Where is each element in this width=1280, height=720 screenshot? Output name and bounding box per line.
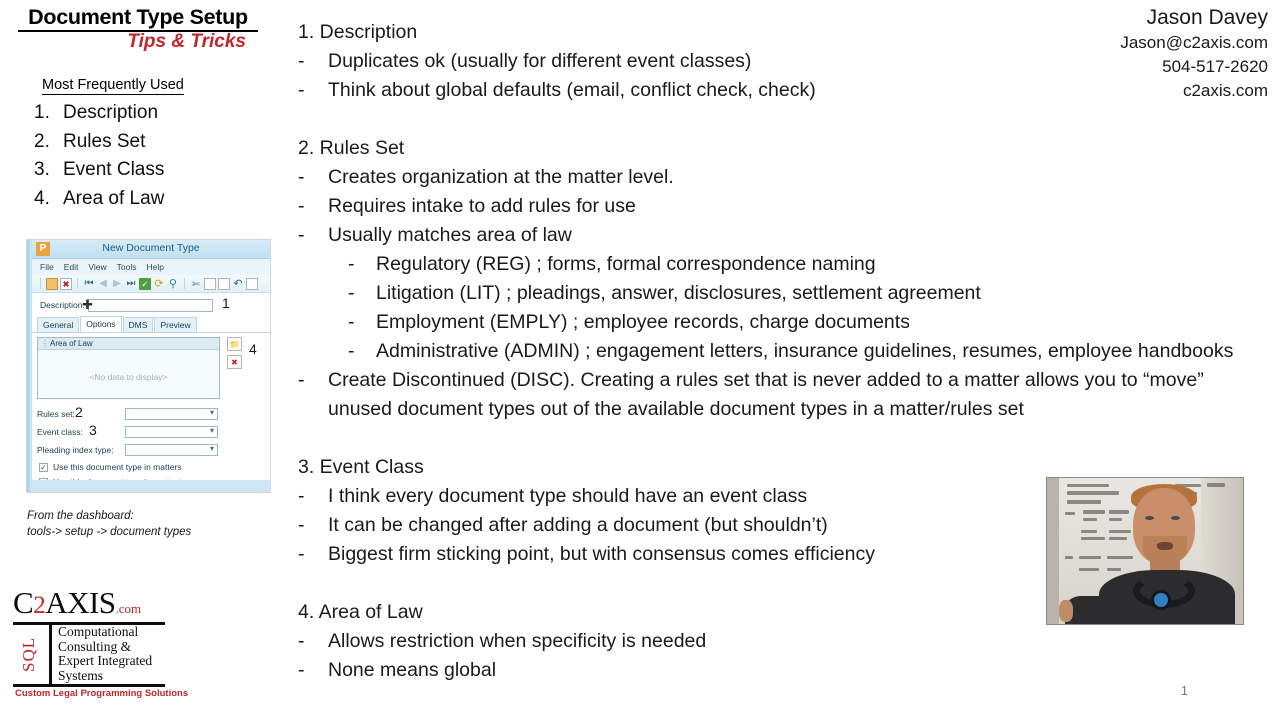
bullet-dash: - xyxy=(298,50,305,72)
bullet-text: Biggest firm sticking point, but with consensus comes efficiency xyxy=(328,543,875,565)
whiteboard-mark xyxy=(1109,530,1131,533)
whiteboard-mark xyxy=(1079,568,1099,571)
first-record-icon[interactable]: ⏮ xyxy=(84,277,94,289)
dashboard-note-line-1: From the dashboard: xyxy=(27,510,134,522)
bullet-dash: - xyxy=(298,195,305,217)
dashboard-note xyxy=(27,508,191,540)
description-input[interactable] xyxy=(88,299,213,312)
cut-icon[interactable]: ✄ xyxy=(192,278,200,289)
bullet-text: Usually matches area of law xyxy=(328,224,572,246)
whiteboard-mark xyxy=(1109,510,1129,514)
bullet-item xyxy=(298,192,1258,221)
event-class-select[interactable] xyxy=(125,426,218,438)
bullet-text: I think every document type should have an event class xyxy=(328,485,808,507)
sidebar xyxy=(0,0,290,720)
bullet-dash: - xyxy=(298,514,305,536)
bullet-text: Regulatory (REG) ; forms, formal correspondence naming xyxy=(376,253,876,275)
c2axis-logo xyxy=(13,585,189,703)
whiteboard-mark xyxy=(1065,512,1075,515)
section-spacer xyxy=(298,105,1258,134)
app-tab-strip xyxy=(32,317,270,333)
bullet-item xyxy=(298,221,1258,250)
headphone-earcup xyxy=(1151,590,1171,610)
contact-email[interactable]: Jason@c2axis.com xyxy=(1120,33,1268,52)
bullet-text: None means global xyxy=(328,659,497,681)
sidebar-item-description[interactable] xyxy=(30,99,164,128)
logo-letter-c: C xyxy=(13,585,34,620)
list-number: 2. xyxy=(34,130,50,152)
app-window-title: New Document Type xyxy=(102,242,200,254)
grid-column-header[interactable]: ⋮ Area of Law xyxy=(38,338,219,350)
last-record-icon[interactable]: ⏭ xyxy=(126,277,136,289)
wall-left xyxy=(1047,478,1059,624)
whiteboard-mark xyxy=(1081,537,1105,540)
copy-icon[interactable] xyxy=(204,278,216,290)
section-heading-area-of-law: 4. Area of Law xyxy=(298,601,423,623)
whiteboard-mark xyxy=(1107,556,1133,559)
whiteboard-mark xyxy=(1083,510,1105,514)
rules-set-label: Rules set: xyxy=(37,409,75,419)
whiteboard-mark xyxy=(1067,491,1119,495)
tab-preview[interactable]: Preview xyxy=(154,317,196,332)
logo-line-3: Expert Integrated xyxy=(58,653,153,668)
list-number: 3. xyxy=(34,159,50,180)
whiteboard-mark xyxy=(1079,556,1101,559)
delete-icon[interactable]: ✖ xyxy=(60,278,72,290)
bullet-text: It can be changed after adding a document (but shouldn’t) xyxy=(328,514,828,536)
list-label: Event Class xyxy=(63,159,165,180)
contact-phone: 504-517-2620 xyxy=(1162,57,1268,76)
logo-line-4: Systems xyxy=(58,667,104,683)
toolbar-separator xyxy=(40,278,41,289)
pleading-index-row xyxy=(37,444,218,456)
contact-website[interactable]: c2axis.com xyxy=(1182,81,1268,100)
menu-file[interactable]: File xyxy=(40,262,54,272)
app-screenshot-image xyxy=(26,239,271,493)
event-class-row xyxy=(37,426,218,438)
bullet-text: Creates organization at the matter level. xyxy=(328,166,674,188)
grid-empty-text: <No data to display> xyxy=(89,372,168,382)
most-frequently-used-label: Most Frequently Used xyxy=(42,77,184,93)
logo-axis: AXIS xyxy=(45,585,116,620)
bullet-dash: - xyxy=(348,282,355,304)
section-heading-event-class: 3. Event Class xyxy=(298,456,424,478)
section-spacer xyxy=(298,424,1258,453)
next-record-icon[interactable]: ▶ xyxy=(113,277,121,289)
bullet-dash: - xyxy=(298,659,305,681)
page-number: 1 xyxy=(1180,683,1188,698)
page-title: Document Type Setup xyxy=(18,6,258,32)
list-label: Description xyxy=(63,102,159,123)
presenter-webcam-video[interactable] xyxy=(1046,477,1244,625)
sidebar-item-event-class[interactable] xyxy=(30,156,164,185)
bullet-text: Litigation (LIT) ; pleadings, answer, disclosures, settlement agreement xyxy=(376,282,981,304)
bullet-dash: - xyxy=(298,630,305,652)
logo-tagline: Custom Legal Programming Solutions xyxy=(15,688,189,699)
callout-number-4: 4 xyxy=(249,341,257,357)
menu-edit[interactable]: Edit xyxy=(63,262,79,272)
bullet-dash: - xyxy=(298,543,305,565)
presenter-mouth xyxy=(1157,542,1173,550)
pleading-index-select[interactable] xyxy=(125,444,218,456)
description-label: Description: xyxy=(40,300,85,310)
toolbar-separator xyxy=(184,278,185,289)
undo-icon[interactable]: ↶ xyxy=(233,277,243,290)
new-document-icon[interactable] xyxy=(246,278,258,290)
bullet-dash: - xyxy=(298,224,305,246)
sidebar-item-rules-set[interactable] xyxy=(30,128,164,157)
app-title-bar xyxy=(32,240,270,259)
sub-bullet-item xyxy=(298,308,1258,337)
whiteboard-mark xyxy=(1067,484,1109,487)
whiteboard-mark xyxy=(1109,518,1122,521)
section-heading-rules-set: 2. Rules Set xyxy=(298,137,405,159)
bullet-dash: - xyxy=(348,253,355,275)
presenter-eye-left xyxy=(1145,516,1154,520)
bullet-item xyxy=(298,627,1258,656)
save-check-icon[interactable]: ✓ xyxy=(139,278,151,290)
menu-view[interactable]: View xyxy=(88,262,107,272)
bullet-item xyxy=(298,47,1258,76)
sub-bullet-item xyxy=(298,279,1258,308)
logo-descriptor-lines xyxy=(58,625,152,683)
sidebar-item-area-of-law[interactable] xyxy=(30,185,164,214)
logo-digit-2: 2 xyxy=(33,592,46,619)
remove-row-icon[interactable]: ✖ xyxy=(227,355,242,369)
bullet-text: Allows restriction when specificity is needed xyxy=(328,630,707,652)
bullet-dash: - xyxy=(348,340,355,362)
whiteboard-mark xyxy=(1207,483,1225,487)
bullet-item xyxy=(298,163,1258,192)
bullet-dash: - xyxy=(298,485,305,507)
contact-name: Jason Davey xyxy=(1146,6,1268,29)
presenter-hand xyxy=(1059,600,1073,622)
tab-general[interactable]: General xyxy=(37,317,79,332)
whiteboard-mark xyxy=(1083,518,1097,521)
paste-icon[interactable] xyxy=(218,278,230,290)
app-menu-bar xyxy=(32,259,270,275)
checkbox-checked-icon[interactable]: ✓ xyxy=(40,462,47,472)
pleading-index-label: Pleading index type: xyxy=(37,445,114,455)
sub-bullet-item xyxy=(298,250,1258,279)
bullet-item xyxy=(298,656,1258,685)
toolbar-separator xyxy=(77,278,78,289)
logo-line-1: Computational xyxy=(58,624,139,639)
bullet-dash: - xyxy=(348,311,355,333)
menu-help[interactable]: Help xyxy=(146,262,164,272)
previous-record-icon[interactable]: ◀ xyxy=(99,277,107,289)
whiteboard-mark xyxy=(1067,500,1101,504)
bullet-dash: - xyxy=(298,79,305,101)
search-icon[interactable]: ⚲ xyxy=(168,277,178,290)
whiteboard-mark xyxy=(1107,568,1121,571)
logo-wordmark xyxy=(13,585,141,621)
callout-number-3: 3 xyxy=(89,422,97,438)
dashboard-note-line-2: tools-> setup -> document types xyxy=(27,526,192,538)
app-toolbar xyxy=(32,275,270,293)
most-used-list xyxy=(30,99,164,213)
whiteboard-mark xyxy=(1081,530,1097,533)
bullet-text: Duplicates ok (usually for different event classes) xyxy=(328,50,752,72)
presenter-eye-right xyxy=(1171,516,1180,520)
grid-side-buttons xyxy=(227,337,249,373)
bullet-text: Administrative (ADMIN) ; engagement letters, insurance guidelines, resumes, employee handbooks xyxy=(376,340,1234,362)
bullet-item xyxy=(298,366,1258,424)
menu-tools[interactable]: Tools xyxy=(116,262,137,272)
list-number: 1. xyxy=(34,102,50,123)
logo-divider-vertical xyxy=(49,622,52,684)
logo-dotcom: .com xyxy=(115,601,142,616)
rules-set-select[interactable] xyxy=(125,408,218,420)
tab-dms[interactable]: DMS xyxy=(123,317,154,332)
list-label: Area of Law xyxy=(63,187,165,209)
bullet-dash: - xyxy=(298,166,305,188)
window-bottom-band xyxy=(32,480,270,492)
event-class-label: Event class: xyxy=(37,427,83,437)
bullet-dash: - xyxy=(298,369,305,391)
page-subtitle: Tips & Tricks xyxy=(127,31,246,52)
use-in-matters-checkbox-row[interactable] xyxy=(39,462,182,472)
description-row xyxy=(32,295,270,315)
list-number: 4. xyxy=(34,187,50,209)
use-in-matters-label: Use this document type in matters xyxy=(53,462,182,472)
tab-options[interactable]: Options xyxy=(80,316,121,332)
app-logo-icon: P xyxy=(36,242,50,256)
area-of-law-grid[interactable] xyxy=(37,337,220,399)
bullet-text: Requires intake to add rules for use xyxy=(328,195,636,217)
whiteboard-mark xyxy=(1065,556,1073,559)
mouse-cursor-icon: ✚ xyxy=(82,297,93,312)
bullet-text: Create Discontinued (DISC). Creating a rules set that is never added to a matter allows you to “move” unused document types out of the available document types in a matter/rules set xyxy=(328,369,1204,420)
logo-line-2: Consulting & xyxy=(58,638,132,654)
rules-set-row xyxy=(37,408,218,420)
bullet-text: Employment (EMPLY) ; employee records, charge documents xyxy=(376,311,910,333)
bullet-text: Think about global defaults (email, conflict check, check) xyxy=(328,79,816,101)
callout-number-1: 1 xyxy=(222,295,230,311)
add-folder-icon[interactable]: 📁 xyxy=(227,337,242,351)
sub-bullet-item xyxy=(298,337,1258,366)
new-folder-icon[interactable] xyxy=(46,278,58,290)
logo-sql-text: SQL xyxy=(19,636,38,672)
list-label: Rules Set xyxy=(63,130,146,152)
refresh-icon[interactable]: ⟳ xyxy=(154,277,164,290)
logo-divider-bottom xyxy=(13,684,165,687)
whiteboard-mark xyxy=(1109,537,1127,540)
section-heading-description: 1. Description xyxy=(298,21,418,43)
callout-number-2: 2 xyxy=(75,404,83,420)
bullet-item xyxy=(298,76,1258,105)
